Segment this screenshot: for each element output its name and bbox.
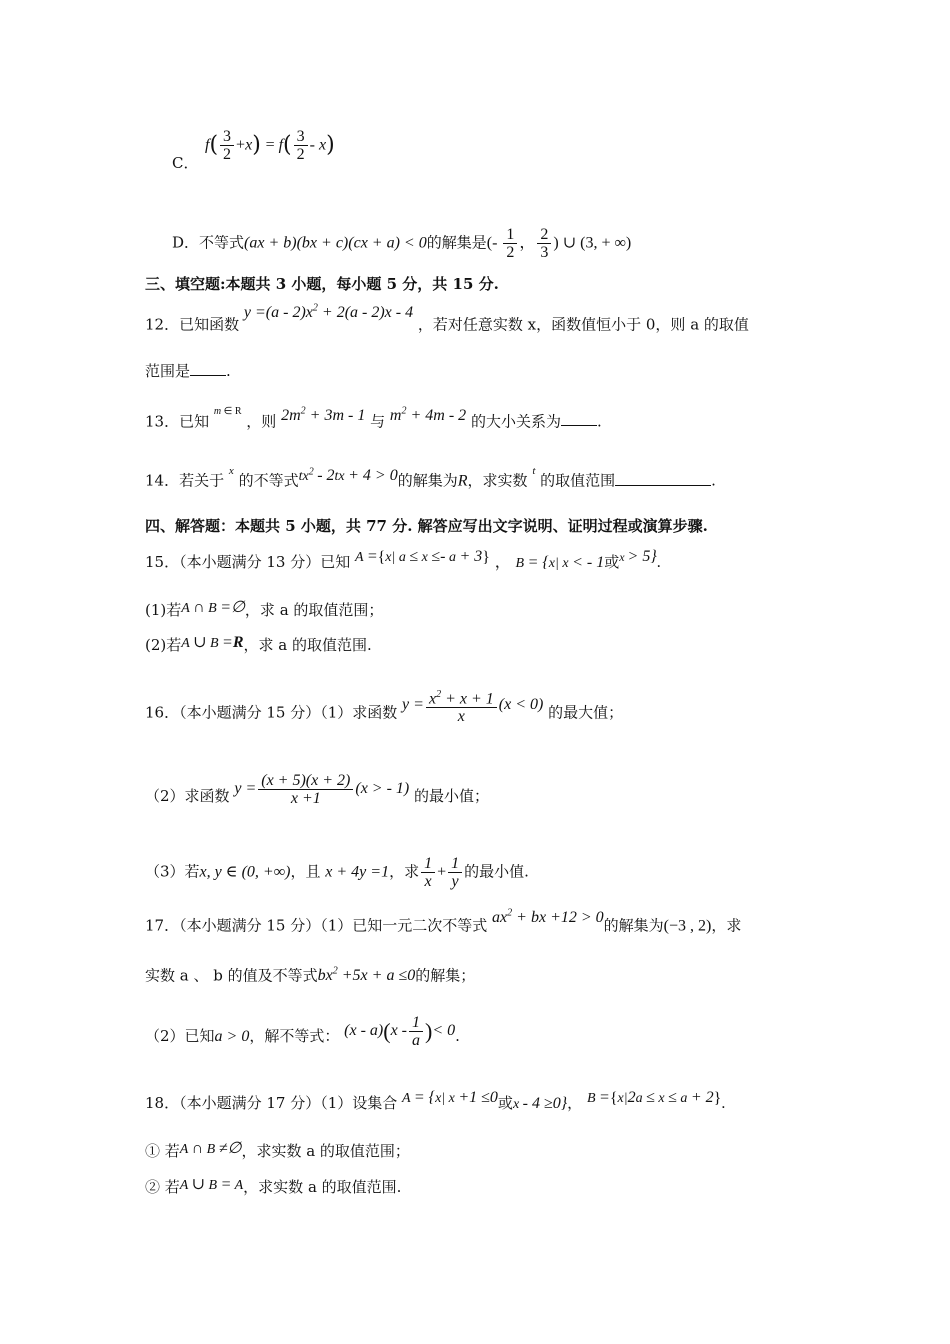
q18-number: 18． bbox=[145, 1094, 180, 1112]
q16-part2-function: y = $\frac{(x + 5)(x + 2)}{x +1}$ (x > - 1) bbox=[234, 772, 410, 807]
q13-mid1: ，则 bbox=[246, 412, 277, 431]
q16-part1-text: （本小题满分 15 分）（1）求函数 bbox=[179, 703, 398, 722]
q16-part3-mid: ，且 bbox=[290, 862, 321, 881]
q14-mid3: ，求实数 bbox=[467, 471, 528, 490]
q17-part2-end: . bbox=[455, 1027, 460, 1046]
q16-part2-text: （2）求函数 bbox=[145, 787, 230, 806]
q13-blank[interactable] bbox=[561, 411, 597, 426]
q17-part2-text: （2）已知 bbox=[145, 1027, 215, 1046]
q17-line2-pre: 实数 a 、 b 的值及不等式 bbox=[145, 966, 318, 985]
q13-condition: m ∈ R bbox=[213, 406, 242, 418]
q15-set-a: A ={x| a ≤ x ≤- a + 3} bbox=[355, 548, 490, 566]
q12-number: 12． bbox=[145, 315, 180, 334]
q14-mid1: 的不等式 bbox=[238, 471, 299, 490]
q18-case2-pre: ② 若 bbox=[145, 1178, 180, 1196]
q16-part2-post: 的最小值； bbox=[414, 787, 490, 806]
q16-part2 bbox=[145, 772, 490, 815]
q18-case1-pre: ① 若 bbox=[145, 1142, 180, 1160]
q12-pre: 已知函数 bbox=[179, 315, 240, 334]
q15-number: 15． bbox=[145, 553, 180, 571]
q12-function: $y =(a - 2)x^2 + 2(a - 2)x - 4$ bbox=[243, 303, 414, 322]
q17-number: 17． bbox=[145, 916, 180, 935]
q18-case1 bbox=[145, 1141, 410, 1163]
q16-part1-function: y = $\frac{x^2 + x + 1}{x}$ (x < 0) bbox=[402, 696, 543, 713]
q18-case1-post: ，求实数 a 的取值范围； bbox=[241, 1142, 410, 1160]
q17-line2-post: 的解集； bbox=[415, 966, 476, 985]
q18-set-b: B ={x|2a ≤ x ≤ a + 2} bbox=[586, 1089, 722, 1107]
q18-case2 bbox=[145, 1177, 401, 1199]
q15-line: 15．（本小题满分 13 分）已知 A ={x| a ≤ x ≤- a + 3} ， B = {x| x < - 1或$^{x > 5\}}$. bbox=[145, 548, 661, 571]
q16-part3-constraint: x + 4y =1 bbox=[325, 863, 390, 881]
q14-blank[interactable] bbox=[615, 471, 711, 486]
option-c-label: C． bbox=[172, 154, 199, 172]
option-d-text-b: 的解集是 bbox=[426, 233, 487, 252]
q12-line2 bbox=[145, 361, 231, 381]
q12-line1 bbox=[145, 303, 749, 335]
q15-or: 或 bbox=[604, 553, 620, 571]
q15-set-b-cond: x > 5} bbox=[619, 548, 657, 565]
q15-part1-cond: A ∩ B =∅ bbox=[181, 599, 245, 616]
q17-part2 bbox=[145, 1014, 460, 1055]
q17-solution-set: (−3 , 2) bbox=[663, 917, 712, 935]
section-4-heading: 四、解答题：本题共 5 小题，共 77 分. 解答应写出文字说明、证明过程或演算步骤. bbox=[145, 517, 708, 535]
q17-part1-post: 的解集为 bbox=[603, 916, 664, 935]
option-d-label: D． bbox=[172, 233, 200, 252]
q13-post: 的大小关系为 bbox=[470, 412, 561, 431]
q17-part2-cond: a > 0 bbox=[214, 1028, 250, 1046]
q17-line2 bbox=[145, 962, 475, 986]
q15-part2-pre: (2)若 bbox=[145, 636, 182, 654]
q14-var-x: x bbox=[228, 464, 234, 477]
section-3-heading: 三、填空题:本题共 3 小题，每小题 5 分，共 15 分. bbox=[145, 275, 499, 293]
q13-pre: 已知 bbox=[179, 412, 210, 431]
q14-var-t: t bbox=[532, 464, 536, 477]
q13-end: . bbox=[596, 412, 602, 431]
q18-case1-cond: A ∩ B ≠∅ bbox=[179, 1140, 242, 1157]
q17-part2-mid: ，解不等式： bbox=[249, 1027, 340, 1046]
q18-part1-text: （本小题满分 17 分）（1）设集合 bbox=[179, 1094, 398, 1112]
q14-set-r: R bbox=[457, 472, 468, 490]
q17-part2-inequality: (x - a)(x - $\frac{1}{a}$ )< 0 bbox=[344, 1014, 456, 1049]
q18-part1: 18．（本小题满分 17 分）（1）设集合 A = {x| x +1 ≤0或x - 4 ≥0}， B ={x|2a ≤ x ≤ a + 2}. bbox=[145, 1089, 726, 1112]
q12-line2-text: 范围是 bbox=[145, 362, 191, 380]
q16-part1 bbox=[145, 689, 624, 733]
q14-number: 14． bbox=[145, 471, 180, 490]
q12-end: . bbox=[226, 362, 231, 380]
q13-number: 13． bbox=[145, 412, 180, 431]
q17-part1-end: ，求 bbox=[711, 916, 742, 935]
q18-sep: ， bbox=[567, 1094, 583, 1112]
q17-inequality-2: $bx^2 +5x + a \le 0$ bbox=[317, 966, 416, 985]
q15-part1-post: ，求 a 的取值范围； bbox=[244, 601, 384, 619]
option-d-text-a: 不等式 bbox=[199, 233, 245, 252]
q17-part1-text: （本小题满分 15 分）（1）已知一元二次不等式 bbox=[179, 916, 488, 935]
q13-expr2: $m^2 + 4m - 2$ bbox=[389, 406, 467, 425]
q18-case2-cond: A ∪ B = A bbox=[179, 1176, 244, 1193]
q18-case2-post: ，求实数 a 的取值范围. bbox=[243, 1178, 402, 1196]
q14-pre: 若关于 bbox=[179, 471, 225, 490]
q15-part1-pre: (1)若 bbox=[145, 601, 182, 619]
q15-set-b: B = {x| x < - 1 bbox=[515, 554, 605, 571]
q15-part2 bbox=[145, 635, 372, 657]
q15-points: （本小题满分 13 分）已知 bbox=[179, 553, 351, 571]
q16-part3-mid2: ，求 bbox=[389, 862, 420, 881]
q17-inequality: $ax^2$ + bx +12 > 0 bbox=[492, 908, 604, 927]
q12-post: ，若对任意实数 x，函数值恒小于 0，则 a 的取值 bbox=[417, 315, 749, 334]
q16-part1-post: 的最大值； bbox=[548, 703, 624, 722]
q15-part2-post: ，求 a 的取值范围. bbox=[243, 636, 372, 654]
q16-part3-post: 的最小值. bbox=[464, 862, 529, 881]
q14-line bbox=[145, 464, 716, 493]
q15-part2-cond: A ∪ B =R bbox=[181, 634, 244, 651]
q17-part1 bbox=[145, 908, 742, 936]
q18-set-a: A = {x| x +1 ≤0 bbox=[402, 1089, 498, 1106]
q14-mid2: 的解集为 bbox=[397, 471, 458, 490]
q16-part3-domain: x, y ∈ (0, +∞) bbox=[199, 863, 291, 881]
option-d: D．不等式(ax + b)(bx + c)(cx + a) < 0的解集是(- $\frac{1}{2}$ ， $\frac{2}{3}$ ) ∪ (3, + ∞) bbox=[172, 226, 632, 261]
q12-blank[interactable] bbox=[190, 361, 226, 376]
option-d-inequality: (ax + b)(bx + c)(cx + a) < 0 bbox=[244, 234, 427, 252]
q13-mid2: 与 bbox=[370, 412, 386, 431]
q13-line bbox=[145, 408, 602, 434]
q16-part3: （3）若x, y ∈ (0, +∞)，且 x + 4y =1，求 $\frac{1}{x}$ + $\frac{1}{y}$ 的最小值. bbox=[145, 855, 529, 890]
q13-expr1: $2m^2 + 3m - 1$ bbox=[281, 406, 366, 425]
q18-or: 或 bbox=[497, 1094, 513, 1112]
q14-inequality: $tx^2 - 2tx + 4 > 0$ bbox=[298, 466, 398, 484]
q16-number: 16． bbox=[145, 703, 180, 722]
q16-part3-text: （3）若 bbox=[145, 862, 200, 881]
q14-end: . bbox=[711, 471, 716, 490]
q14-post: 的取值范围 bbox=[540, 471, 616, 490]
option-c-formula: f( $\frac{3}{2}$ +x) = f( $\frac{3}{2}$ - x) bbox=[205, 128, 335, 163]
q18-set-a-cond: x - 4 ≥0} bbox=[512, 1095, 568, 1112]
q15-part1 bbox=[145, 600, 383, 622]
